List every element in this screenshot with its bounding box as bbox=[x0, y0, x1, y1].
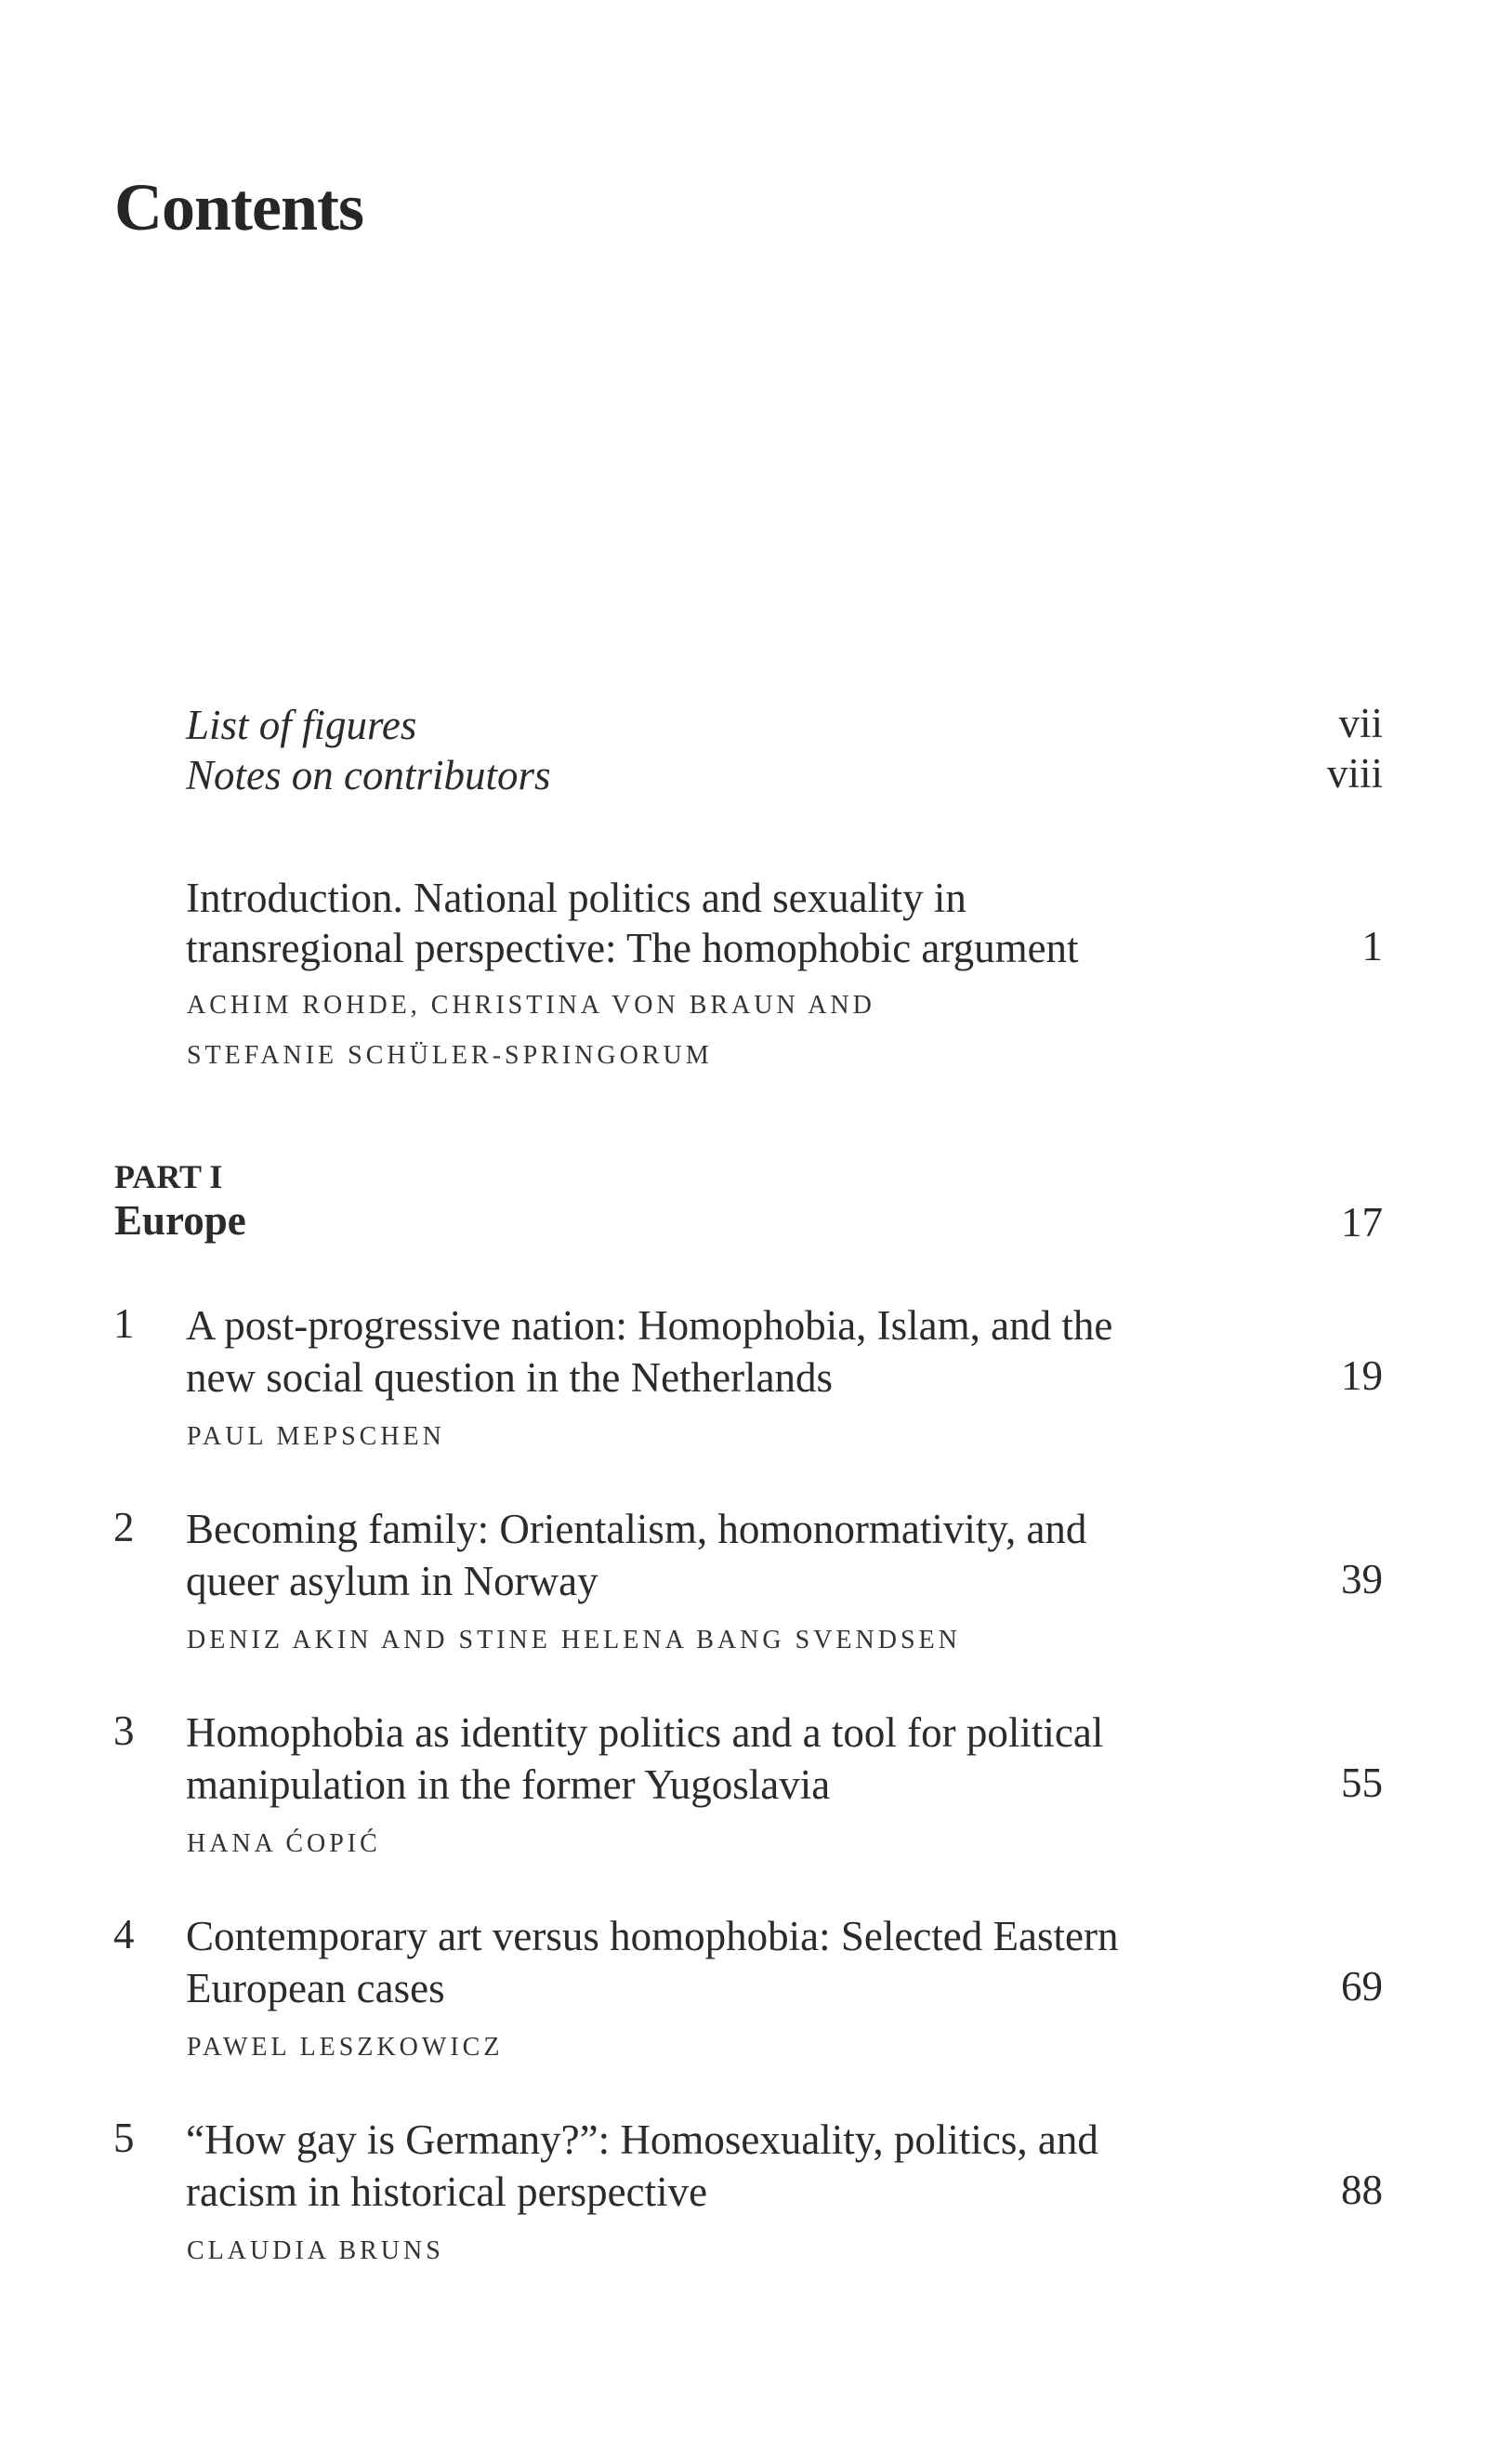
chapter-title-line2: racism in historical perspective bbox=[186, 2169, 708, 2215]
chapter-author: HANA ĆOPIĆ bbox=[187, 1829, 381, 1858]
chapter-title-line1: Becoming family: Orientalism, homonormativity, and bbox=[186, 1506, 1087, 1552]
chapter-author: PAWEL LESZKOWICZ bbox=[187, 2033, 504, 2062]
chapter-page: 39 bbox=[1341, 1556, 1383, 1602]
chapter-number: 1 bbox=[113, 1300, 135, 1347]
chapter-page: 69 bbox=[1341, 1963, 1383, 2010]
entry-title-line1: Introduction. National politics and sexuality in bbox=[186, 875, 966, 921]
entry-title-line2: transregional perspective: The homophobic argument bbox=[186, 925, 1079, 971]
chapter-title-line1: “How gay is Germany?”: Homosexuality, politics, and bbox=[186, 2116, 1098, 2163]
chapter-number: 4 bbox=[113, 1911, 135, 1958]
entry-author-line2: STEFANIE SCHÜLER-SPRINGORUM bbox=[187, 1041, 713, 1070]
chapter-title-line2: manipulation in the former Yugoslavia bbox=[186, 1761, 831, 1808]
entry-title: List of figures bbox=[186, 702, 417, 748]
page-title: Contents bbox=[114, 170, 364, 244]
chapter-title-line2: new social question in the Netherlands bbox=[186, 1354, 834, 1401]
chapter-author: PAUL MEPSCHEN bbox=[187, 1422, 445, 1451]
chapter-author: DENIZ AKIN AND STINE HELENA BANG SVENDSEN bbox=[187, 1626, 961, 1654]
entry-title: Notes on contributors bbox=[186, 752, 551, 798]
chapter-author: CLAUDIA BRUNS bbox=[187, 2236, 444, 2265]
chapter-title-line1: Contemporary art versus homophobia: Selected Eastern bbox=[186, 1913, 1119, 1959]
chapter-title-line2: European cases bbox=[186, 1965, 445, 2011]
chapter-number: 2 bbox=[113, 1504, 135, 1550]
chapter-title-line2: queer asylum in Norway bbox=[186, 1558, 598, 1604]
chapter-number: 3 bbox=[113, 1707, 135, 1754]
entry-page: 1 bbox=[1361, 923, 1383, 969]
entry-page: viii bbox=[1326, 750, 1383, 797]
chapter-title-line1: Homophobia as identity politics and a tool for political bbox=[186, 1709, 1104, 1756]
part-label: PART I bbox=[114, 1158, 223, 1195]
entry-page: vii bbox=[1338, 700, 1383, 746]
part-page: 17 bbox=[1341, 1199, 1383, 1246]
part-title: Europe bbox=[114, 1197, 246, 1244]
entry-author-line1: ACHIM ROHDE, CHRISTINA VON BRAUN AND bbox=[187, 991, 875, 1020]
chapter-title-line1: A post-progressive nation: Homophobia, Islam, and the bbox=[186, 1302, 1113, 1349]
chapter-page: 55 bbox=[1341, 1760, 1383, 1806]
chapter-number: 5 bbox=[113, 2115, 135, 2161]
chapter-page: 88 bbox=[1341, 2167, 1383, 2213]
chapter-page: 19 bbox=[1341, 1352, 1383, 1399]
